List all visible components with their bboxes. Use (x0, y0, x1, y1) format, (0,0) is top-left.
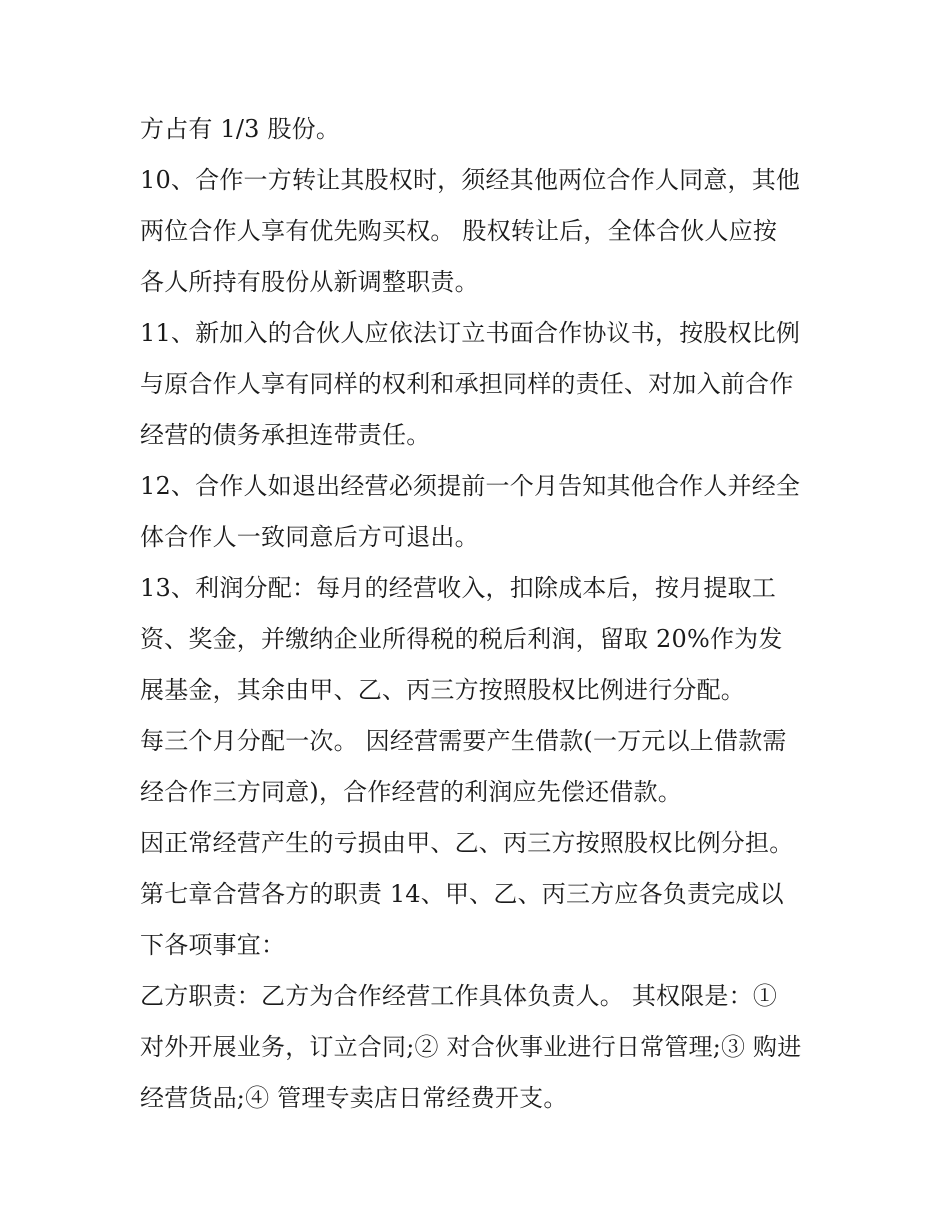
text-line: 两位合作人享有优先购买权。 股权转让后，全体合伙人应按 (140, 217, 778, 245)
text-line: 对外开展业务，订立合同;② 对合伙事业进行日常管理;③ 购进 (140, 1033, 802, 1061)
text-line: 经合作三方同意)，合作经营的利润应先偿还借款。 (140, 778, 682, 806)
text-line: 经营货品;④ 管理专卖店日常经费开支。 (140, 1084, 568, 1112)
text-line: 经营的债务承担连带责任。 (140, 421, 431, 449)
text-line: 11、新加入的合伙人应依法订立书面合作协议书，按股权比例 (140, 319, 801, 347)
document-body (140, 104, 820, 1124)
text-line: 方占有 1/3 股份。 (140, 115, 341, 143)
text-line: 每三个月分配一次。 因经营需要产生借款(一万元以上借款需 (140, 727, 787, 755)
text-line: 第七章合营各方的职责 14、甲、乙、丙三方应各负责完成以 (140, 880, 784, 908)
text-line: 10、合作一方转让其股权时，须经其他两位合作人同意，其他 (140, 166, 801, 194)
text-line: 下各项事宜： (140, 931, 286, 959)
text-line: 13、利润分配：每月的经营收入，扣除成本后，按月提取工 (140, 574, 776, 602)
text-line: 体合作人一致同意后方可退出。 (140, 523, 479, 551)
text-line: 资、奖金，并缴纳企业所得税的税后利润，留取 20%作为发 (140, 625, 783, 653)
text-line: 展基金，其余由甲、乙、丙三方按照股权比例进行分配。 (140, 676, 745, 704)
text-line: 各人所持有股份从新调整职责。 (140, 268, 479, 296)
text-line: 与原合作人享有同样的权利和承担同样的责任、对加入前合作 (140, 370, 794, 398)
text-line: 乙方职责：乙方为合作经营工作具体负责人。 其权限是：① (140, 982, 778, 1010)
text-line: 因正常经营产生的亏损由甲、乙、丙三方按照股权比例分担。 (140, 829, 794, 857)
text-line: 12、合作人如退出经营必须提前一个月告知其他合作人并经全 (140, 472, 801, 500)
